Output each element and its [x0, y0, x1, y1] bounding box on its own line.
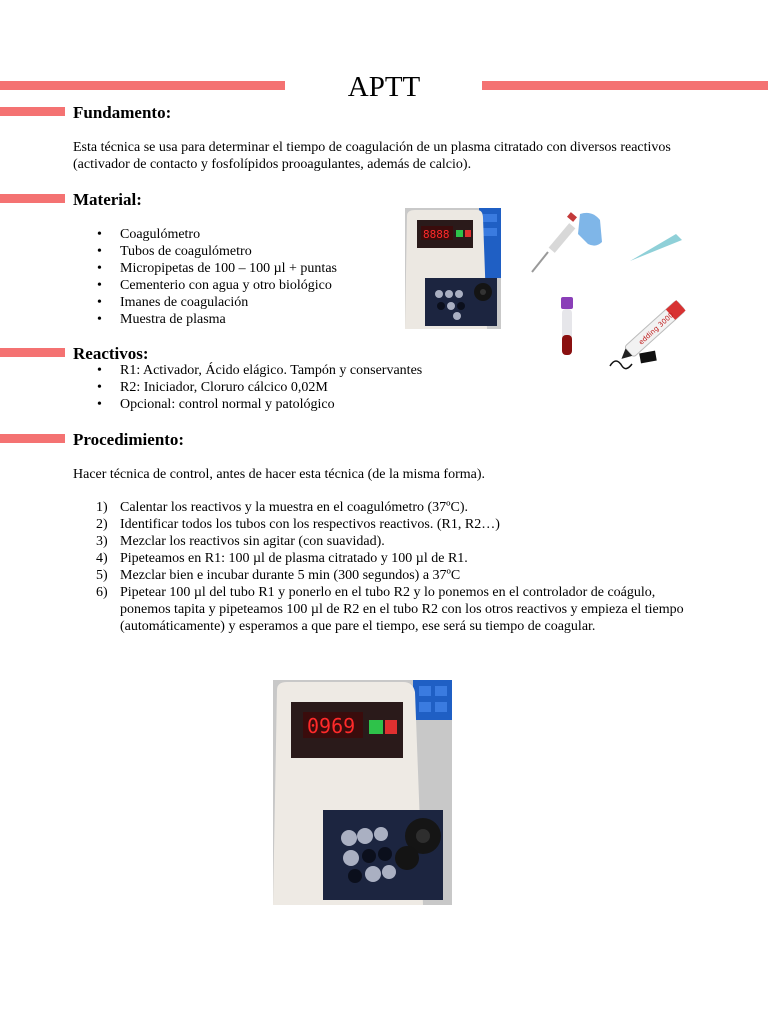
step-item — [0, 499, 690, 516]
step-item — [0, 584, 690, 635]
step-number: 4) — [96, 551, 108, 566]
reactivo-item: • R1: Activador, Ácido elágico. Tampón y conservantes — [0, 362, 422, 379]
section-bar-material — [0, 194, 65, 203]
step-number: 2) — [96, 517, 108, 532]
step-text: Identificar todos los tubos con los respectivos reactivos. (R1, R2…) — [120, 517, 500, 532]
section-bar-fundamento — [0, 107, 65, 116]
procedimiento-intro: Hacer técnica de control, antes de hacer esta técnica (de la misma forma). — [73, 467, 486, 482]
material-item: • Micropipetas de 100 – 100 µl + puntas — [0, 260, 337, 277]
step-text: Pipeteamos en R1: 100 µl de plasma citratado y 100 µl de R1. — [120, 551, 468, 566]
step-number: 6) — [96, 585, 108, 600]
step-number: 3) — [96, 534, 108, 549]
marker-label: edding 3000 — [637, 311, 676, 347]
step-text: Pipetear 100 µl del tubo R1 y ponerlo en el tubo R2 y lo ponemos en el controlador de coágulo, ponemos tapita y pipeteamos 100 µl de R2 en el tubo R2 con los otros reactivos y empieza el tiempo (automáticamente) y esperamos a que pare el tiempo, ese será su tiempo de coagular. — [120, 585, 684, 634]
large-display-readout: 0969 — [307, 714, 356, 738]
step-text: Calentar los reactivos y la muestra en el coagulómetro (37ºC). — [120, 500, 469, 515]
blood-tube-photo — [556, 295, 578, 359]
material-list — [0, 226, 337, 328]
fundamento-text: Esta técnica se usa para determinar el tiempo de coagulación de un plasma citratado con diversos reactivos (activador de contacto y fosfolípidos prooagulantes, además de calcio). — [73, 140, 671, 172]
reactivos-list — [0, 362, 422, 413]
step-text: Mezclar bien e incubar durante 5 min (300 segundos) a 37ºC — [120, 568, 461, 583]
pipette-tip-photo — [626, 228, 686, 266]
material-item: • Cementerio con agua y otro biológico — [0, 277, 337, 294]
material-item: • Coagulómetro — [0, 226, 337, 243]
coagulometer-photo-large — [273, 680, 452, 905]
coagulometer-photo-small — [405, 208, 501, 329]
step-item — [0, 516, 690, 533]
heading-reactivos: Reactivos: — [73, 344, 149, 363]
reactivo-item: • Opcional: control normal y patológico — [0, 396, 422, 413]
step-number: 1) — [96, 500, 108, 515]
material-item: • Imanes de coagulación — [0, 294, 337, 311]
step-item — [0, 533, 690, 550]
step-item — [0, 550, 690, 567]
micropipette-photo — [528, 208, 606, 276]
small-display-readout: 8888 — [423, 228, 450, 241]
step-number: 5) — [96, 568, 108, 583]
section-bar-reactivos — [0, 348, 65, 357]
material-item: • Muestra de plasma — [0, 311, 337, 328]
heading-fundamento: Fundamento: — [73, 103, 172, 122]
heading-material: Material: — [73, 190, 142, 209]
marker-photo — [606, 286, 698, 374]
section-bar-procedimiento — [0, 434, 65, 443]
procedimiento-steps — [0, 499, 690, 635]
material-item: • Tubos de coagulómetro — [0, 243, 337, 260]
page-title: APTT — [347, 71, 421, 103]
step-item — [0, 567, 690, 584]
reactivo-item: • R2: Iniciador, Cloruro cálcico 0,02M — [0, 379, 422, 396]
heading-procedimiento: Procedimiento: — [73, 430, 185, 449]
step-text: Mezclar los reactivos sin agitar (con suavidad). — [120, 534, 385, 549]
